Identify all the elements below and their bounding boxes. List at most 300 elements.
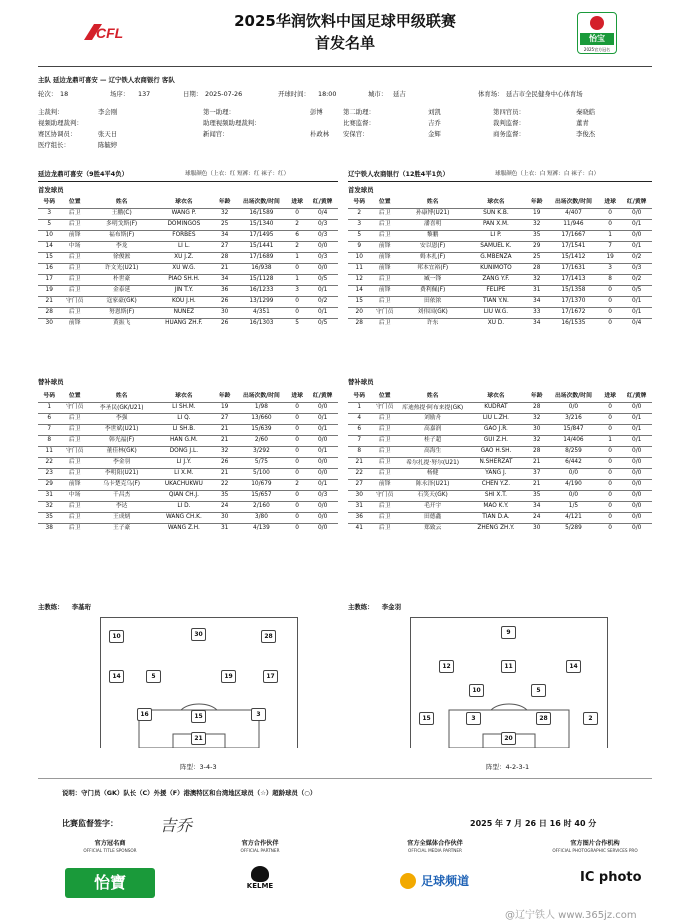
icphoto-brand: IC photo [580, 870, 642, 885]
jersey-icon: 28 [261, 630, 276, 643]
cell-shirt: TIAN D.A. [482, 514, 510, 521]
cell-shirt: KUDRAT [484, 404, 508, 411]
cell-pos: 后卫 [378, 426, 391, 433]
cell-cards: 0/1 [632, 298, 642, 305]
table-row [348, 318, 652, 329]
column-header-apps: 出场次数/时间 [554, 393, 592, 400]
column-header-age: 年龄 [218, 199, 231, 206]
away-subs-table [348, 392, 652, 534]
cell-cards: 0/1 [632, 221, 642, 228]
cell-age: 19 [220, 404, 229, 411]
table-row [38, 424, 338, 435]
cell-no: 5 [357, 232, 362, 239]
cell-age: 30 [533, 426, 541, 433]
cell-cards: 0/0 [632, 492, 642, 499]
column-header-cards: 红/黄牌 [312, 393, 333, 400]
jersey-icon: 10 [109, 630, 124, 643]
cell-cards: 0/3 [632, 265, 642, 272]
cell-shirt: MAO K.Y. [483, 503, 509, 510]
sponsor-sub-photo: OFFICIAL PHOTOGRAPHIC SERVICES PRO [552, 848, 638, 853]
cell-no: 19 [45, 287, 53, 294]
cell-pos: 后卫 [68, 221, 81, 228]
table-row [38, 230, 338, 241]
cell-name: 陈永泽(U21) [415, 481, 450, 488]
table-row [348, 252, 652, 263]
cell-goals: 2 [295, 221, 299, 228]
cell-age: 26 [220, 298, 229, 305]
cell-age: 34 [533, 298, 541, 305]
column-header-name: 姓名 [426, 199, 439, 206]
cell-apps: 3/292 [253, 448, 270, 455]
cell-goals: 3 [295, 287, 299, 294]
away-formation-value: 4-2-3-1 [505, 763, 530, 771]
cell-pos: 后卫 [378, 276, 391, 283]
cell-no: 41 [355, 525, 363, 532]
cell-age: 32 [533, 221, 541, 228]
cell-name: 李龙 [115, 243, 128, 250]
cell-apps: 4/407 [565, 210, 582, 217]
cell-pos: 后卫 [378, 514, 391, 521]
column-header-name: 姓名 [115, 199, 128, 206]
column-header-cards: 红/黄牌 [626, 393, 647, 400]
cell-shirt: LI P. [490, 232, 502, 239]
cell-no: 28 [45, 309, 53, 316]
cell-goals: 0 [608, 470, 612, 477]
cell-name: 库迪热提·阿布来提(GK) [402, 404, 464, 411]
table-row [348, 512, 652, 523]
home-kit-colors: 球服颜色（上衣：红 短裤：红 袜子：红） [185, 171, 290, 177]
jersey-icon: 3 [251, 708, 266, 721]
cell-shirt: LI SH.B. [172, 426, 196, 433]
cell-apps: 5/289 [565, 525, 582, 532]
cell-no: 1 [357, 404, 362, 411]
cell-name: 李金羽 [112, 459, 131, 466]
cell-name: 许东 [426, 320, 439, 327]
cell-apps: 17/1541 [561, 243, 586, 250]
cell-shirt: CHEN Y.Z. [481, 481, 511, 488]
cell-name: 千昌杰 [112, 492, 131, 499]
cell-goals: 0 [295, 437, 299, 444]
cell-shirt: GUI Z.H. [483, 437, 508, 444]
cell-pos: 后卫 [68, 525, 81, 532]
cell-name: 许文光(U21) [104, 265, 139, 272]
cell-apps: 15/1441 [249, 243, 274, 250]
cell-shirt: DONG J.L. [169, 448, 199, 455]
badge-sub: 2025官方冠名 [583, 47, 611, 52]
cell-cards: 0/2 [632, 276, 642, 283]
kelme-brand: KELME [246, 882, 274, 890]
table-row [38, 296, 338, 307]
column-header-age: 年龄 [530, 199, 543, 206]
cell-goals: 0 [295, 503, 299, 510]
cell-cards: 0/4 [632, 320, 642, 327]
table-row [38, 446, 338, 457]
cell-apps: 10/679 [251, 481, 272, 488]
cell-age: 21 [533, 481, 541, 488]
cell-goals: 0 [295, 404, 299, 411]
cell-name: 黎鹏 [426, 232, 439, 239]
cell-goals: 0 [295, 426, 299, 433]
cell-apps: 17/1689 [249, 254, 274, 261]
table-row [348, 296, 652, 307]
cell-shirt: LI L. [177, 243, 190, 250]
cell-goals: 0 [608, 320, 612, 327]
cell-goals: 2 [295, 481, 299, 488]
table-row [348, 402, 652, 413]
cell-goals: 19 [606, 254, 614, 261]
watermark: @辽宁铁人 www.365jz.com [505, 910, 637, 921]
cell-age: 35 [533, 232, 541, 239]
cell-cards: 0/1 [317, 448, 328, 455]
cell-no: 12 [355, 276, 363, 283]
sponsor-sub-title: OFFICIAL TITLE SPONSOR [83, 848, 137, 853]
cell-no: 4 [357, 415, 362, 422]
column-header-shirt: 球衣名 [175, 199, 193, 206]
official-label: 医疗组长： [38, 141, 70, 149]
cell-name: 李明阳(U21) [104, 470, 139, 477]
cell-apps: 15/1412 [561, 254, 586, 261]
cell-goals: 1 [295, 276, 299, 283]
official-label: 商务监督： [493, 130, 525, 138]
cell-no: 10 [355, 254, 363, 261]
cell-name: 田依浓 [423, 298, 442, 305]
cell-pos: 后卫 [68, 459, 81, 466]
cell-no: 11 [45, 448, 53, 455]
cell-goals: 0 [608, 287, 612, 294]
home-team-name: 延边龙鼎可喜安（9胜4平4负） [38, 170, 129, 178]
cell-pos: 后卫 [68, 470, 81, 477]
cell-shirt: GAO J.R. [483, 426, 508, 433]
signature-label: 比赛监督签字： [62, 819, 118, 828]
sponsor-logo-kelme [240, 866, 280, 902]
cell-shirt: LI J.Y. [176, 459, 192, 466]
jersey-icon: 20 [501, 732, 516, 745]
cell-age: 26 [220, 320, 229, 327]
jersey-icon: 14 [566, 660, 581, 673]
jersey-icon: 14 [109, 670, 124, 683]
cell-apps: 16/1303 [249, 320, 274, 327]
cell-goals: 1 [295, 254, 299, 261]
cell-goals: 0 [295, 415, 299, 422]
cell-no: 22 [45, 459, 53, 466]
match-no-label: 场序： [110, 90, 130, 98]
home-subs-heading: 替补球员 [38, 378, 64, 386]
cell-age: 30 [220, 309, 229, 316]
home-coach-name: 李基珩 [71, 603, 91, 611]
cell-pos: 后卫 [378, 448, 391, 455]
official-value: 金辉 [428, 130, 441, 138]
stadium-value: 延吉市全民健身中心体育场 [506, 90, 583, 98]
table-row [38, 208, 338, 219]
cell-age: 21 [220, 426, 229, 433]
cell-cards: 0/0 [317, 265, 328, 272]
cell-cards: 0/1 [632, 437, 642, 444]
jersey-icon: 17 [263, 670, 278, 683]
cell-cards: 0/1 [632, 415, 642, 422]
cell-cards: 0/1 [632, 426, 642, 433]
official-value: 刘凯 [428, 108, 441, 116]
cell-no: 7 [47, 426, 52, 433]
cell-pos: 中场 [68, 243, 81, 250]
cell-pos: 后卫 [378, 298, 391, 305]
table-row [348, 479, 652, 490]
table-row [38, 512, 338, 523]
cell-no: 28 [355, 320, 363, 327]
cell-cards: 0/0 [632, 470, 642, 477]
official-label: 安保官： [343, 130, 369, 138]
cell-goals: 0 [295, 470, 299, 477]
table-row [38, 413, 338, 424]
column-header-apps: 出场次数/时间 [242, 199, 280, 206]
cell-goals: 1 [608, 232, 612, 239]
cell-cards: 0/0 [632, 503, 642, 510]
cell-goals: 0 [608, 459, 612, 466]
cell-goals: 0 [295, 459, 299, 466]
cell-age: 19 [533, 210, 541, 217]
cell-pos: 前锋 [378, 287, 391, 294]
cell-cards: 0/3 [317, 221, 328, 228]
table-row [348, 446, 652, 457]
cell-no: 9 [357, 243, 362, 250]
cell-goals: 0 [608, 309, 612, 316]
cell-name: 李强 [115, 415, 128, 422]
cell-age: 34 [533, 320, 541, 327]
cell-age: 25 [533, 254, 541, 261]
cell-name: 费利佩(F) [420, 287, 446, 294]
cell-apps: 16/1233 [249, 287, 274, 294]
column-header-age: 年龄 [218, 393, 231, 400]
cell-cards: 0/0 [632, 481, 642, 488]
cell-pos: 后卫 [378, 232, 391, 239]
cell-name: 金泰延 [112, 287, 131, 294]
home-formation-pitch [100, 617, 298, 748]
cell-no: 14 [355, 287, 363, 294]
cell-name: 多明戈斯(F) [106, 221, 138, 228]
sponsor-label-partner: 官方合作伙伴 [241, 840, 279, 847]
cell-age: 21 [220, 470, 229, 477]
official-value: 董青 [576, 119, 589, 127]
cell-cards: 0/3 [317, 232, 328, 239]
table-row [348, 285, 652, 296]
cell-goals: 8 [608, 276, 612, 283]
table-row [38, 479, 338, 490]
table-header-row [348, 198, 652, 208]
cell-no: 5 [47, 221, 52, 228]
table-row [348, 219, 652, 230]
cell-no: 2 [357, 210, 362, 217]
cell-shirt: ZHENG ZH.Y. [477, 525, 515, 532]
cell-shirt: XU D. [487, 320, 505, 327]
cell-goals: 0 [608, 210, 612, 217]
official-label: 第一助理： [203, 108, 235, 116]
cell-pos: 后卫 [68, 503, 81, 510]
column-header-name: 姓名 [115, 393, 128, 400]
cell-cards: 0/1 [317, 481, 328, 488]
cell-apps: 15/1340 [249, 221, 274, 228]
cell-goals: 0 [295, 492, 299, 499]
cell-apps: 0/0 [568, 404, 579, 411]
stadium-label: 体育场： [478, 90, 504, 98]
sponsor-label-title: 官方冠名商 [94, 840, 126, 847]
table-row [38, 263, 338, 274]
cell-apps: 15/1128 [249, 276, 274, 283]
cell-age: 36 [220, 287, 229, 294]
cell-shirt: XU W.G. [172, 265, 196, 272]
cell-cards: 0/4 [317, 210, 328, 217]
cell-age: 28 [533, 448, 541, 455]
cell-cards: 0/1 [632, 309, 642, 316]
cell-shirt: LI Q. [177, 415, 191, 422]
cell-goals: 0 [608, 448, 612, 455]
cell-no: 17 [45, 276, 53, 283]
cell-cards: 0/5 [317, 276, 328, 283]
cell-cards: 0/0 [632, 525, 642, 532]
cell-cards: 0/0 [632, 404, 642, 411]
cell-name: 福布斯(F) [109, 232, 135, 239]
cell-pos: 中场 [68, 492, 81, 499]
cell-cards: 0/0 [317, 503, 328, 510]
cell-age: 24 [533, 514, 541, 521]
cell-name: 李达 [115, 503, 128, 510]
cell-pos: 后卫 [68, 254, 81, 261]
cell-pos: 后卫 [68, 287, 81, 294]
cell-age: 32 [220, 448, 229, 455]
table-row [348, 523, 652, 534]
away-subs-heading: 替补球员 [348, 378, 374, 386]
cell-apps: 17/1672 [561, 309, 586, 316]
cell-apps: 17/1370 [561, 298, 586, 305]
cell-goals: 3 [608, 265, 612, 272]
badge-brand: 怡宝 [580, 33, 614, 45]
cell-pos: 前锋 [378, 265, 391, 272]
cell-apps: 1/98 [254, 404, 268, 411]
table-row [348, 468, 652, 479]
cell-age: 30 [533, 525, 541, 532]
cell-age: 27 [220, 415, 229, 422]
sponsor-logo-yibao: 怡寶 [65, 868, 155, 898]
table-row [38, 252, 338, 263]
cell-apps: 17/1413 [561, 276, 586, 283]
cell-goals: 0 [295, 265, 299, 272]
away-coach-label: 主教练： [348, 603, 374, 611]
sponsor-sub-media: OFFICIAL MEDIA PARTNER [408, 848, 462, 853]
cell-shirt: XU J.Z. [174, 254, 194, 261]
away-coach [348, 603, 401, 611]
cell-apps: 11/946 [563, 221, 584, 228]
cell-pos: 后卫 [68, 265, 81, 272]
cell-goals: 1 [608, 437, 612, 444]
table-row [38, 468, 338, 479]
jersey-icon: 11 [501, 660, 516, 673]
home-coach [38, 603, 91, 611]
cell-cards: 0/2 [632, 254, 642, 261]
match-info-row [38, 90, 652, 98]
cell-no: 7 [357, 437, 362, 444]
cell-shirt: WANG Z.H. [167, 525, 200, 532]
cell-cards: 0/5 [317, 320, 328, 327]
cell-cards: 0/0 [632, 210, 642, 217]
cell-pos: 前锋 [68, 481, 81, 488]
table-row [38, 285, 338, 296]
jersey-icon: 12 [439, 660, 454, 673]
cell-goals: 0 [608, 298, 612, 305]
cell-pos: 后卫 [378, 221, 391, 228]
cell-shirt: SAMUEL K. [480, 243, 512, 250]
cell-pos: 守门员 [66, 298, 84, 305]
sponsor-logo-icphoto [580, 870, 650, 894]
cell-goals: 5 [295, 320, 299, 327]
cell-cards: 0/5 [632, 287, 642, 294]
cell-cards: 0/0 [317, 404, 328, 411]
cell-name: 王成炳 [112, 514, 131, 521]
cell-cards: 0/0 [632, 448, 642, 455]
cell-name: 董佳林(GK) [106, 448, 137, 455]
table-row [38, 318, 338, 329]
cell-goals: 0 [608, 221, 612, 228]
cell-pos: 后卫 [68, 514, 81, 521]
away-formation-label: 阵型： [486, 763, 506, 771]
cell-goals: 6 [295, 232, 299, 239]
cell-apps: 4/351 [253, 309, 270, 316]
cell-no: 22 [355, 470, 363, 477]
away-formation-pitch [410, 617, 608, 748]
cell-cards: 0/0 [632, 232, 642, 239]
teams-line: 主队 延边龙鼎可喜安 — 辽宁铁人农商银行 客队 [38, 76, 175, 84]
column-header-apps: 出场次数/时间 [242, 393, 280, 400]
cell-name: 王鹏(C) [111, 210, 132, 217]
city-label: 城市： [368, 90, 388, 98]
table-row [348, 424, 652, 435]
cell-cards: 0/3 [317, 492, 328, 499]
table-row [348, 274, 652, 285]
column-header-cards: 红/黄牌 [312, 199, 333, 206]
cell-cards: 0/0 [317, 243, 328, 250]
cell-age: 34 [533, 503, 541, 510]
sponsor-logo-football-channel [400, 870, 490, 894]
cell-pos: 后卫 [68, 437, 81, 444]
cell-name: 毛开宇 [423, 503, 442, 510]
table-row [38, 402, 338, 413]
official-label: 助理视频助理裁判： [203, 119, 261, 127]
cell-pos: 守门员 [376, 309, 394, 316]
cell-apps: 15/657 [251, 492, 272, 499]
home-formation-value: 3-4-3 [199, 763, 217, 771]
kickoff-value: 18:00 [318, 90, 337, 98]
cell-cards: 0/3 [317, 254, 328, 261]
table-row [38, 435, 338, 446]
cell-goals: 0 [608, 404, 612, 411]
column-header-no: 号码 [43, 199, 56, 206]
cell-age: 37 [533, 470, 541, 477]
cell-goals: 0 [608, 514, 612, 521]
table-row [348, 263, 652, 274]
cell-name: 寇家豪(GK) [106, 298, 137, 305]
cell-pos: 后卫 [68, 426, 81, 433]
column-header-goals: 进球 [604, 199, 616, 206]
cell-age: 32 [220, 210, 229, 217]
cell-apps: 0/0 [568, 470, 579, 477]
cell-shirt: KOU J.H. [171, 298, 196, 305]
official-value: 吉乔 [428, 119, 441, 127]
cell-age: 29 [533, 243, 541, 250]
table-header-row [38, 198, 338, 208]
cell-pos: 后卫 [68, 309, 81, 316]
cell-apps: 4/190 [565, 481, 582, 488]
home-formation-label: 阵型： [180, 763, 200, 771]
cell-age: 21 [220, 265, 229, 272]
cell-age: 35 [533, 492, 541, 499]
cell-name: 安以恩(F) [420, 243, 446, 250]
